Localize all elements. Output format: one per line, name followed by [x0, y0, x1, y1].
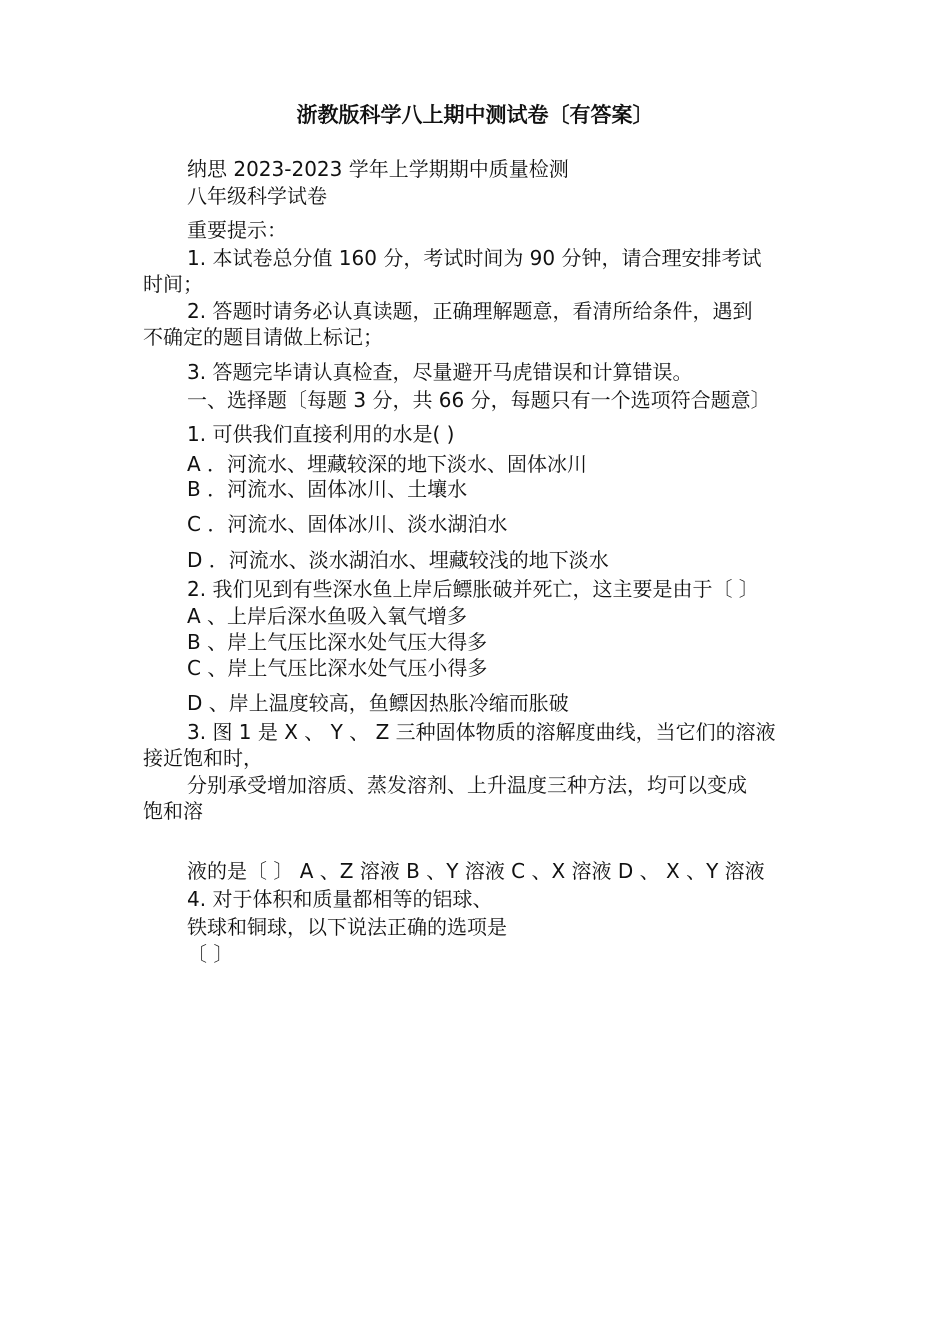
- notice-1-line-2: 时间；: [143, 272, 203, 296]
- document-title: 浙教版科学八上期中测试卷〔有答案〕: [296, 103, 654, 127]
- question-4-answer-brackets: 〔 〕: [187, 942, 234, 966]
- question-1-option-c: C ．河流水、固体冰川、淡水湖泊水: [187, 512, 508, 536]
- notice-heading: 重要提示：: [187, 218, 287, 242]
- question-3-stem-line-1: 3. 图 1 是 X 、 Y 、 Z 三种固体物质的溶解度曲线，当它们的溶液: [187, 720, 776, 744]
- question-3-stem-line-3: 分别承受增加溶质、蒸发溶剂、上升温度三种方法，均可以变成: [187, 773, 747, 797]
- question-1-stem: 1. 可供我们直接利用的水是( ): [187, 422, 455, 446]
- question-3-stem-line-2: 接近饱和时，: [143, 746, 263, 770]
- question-1-option-b: B ．河流水、固体冰川、土壤水: [187, 477, 468, 501]
- question-2-option-a: A 、上岸后深水鱼吸入氧气增多: [187, 604, 468, 628]
- notice-1-line-1: 1. 本试卷总分值 160 分，考试时间为 90 分钟，请合理安排考试: [187, 246, 762, 270]
- question-1-option-a: A ．河流水、埋藏较深的地下淡水、固体冰川: [187, 452, 588, 476]
- question-2-stem: 2. 我们见到有些深水鱼上岸后鳔胀破并死亡，这主要是由于〔 〕: [187, 577, 759, 601]
- notice-2-line-2: 不确定的题目请做上标记；: [143, 325, 383, 349]
- question-4-stem-line-2: 铁球和铜球，以下说法正确的选项是: [187, 915, 507, 939]
- question-3-stem-line-5: 液的是〔 〕 A 、Z 溶液 B 、Y 溶液 C 、X 溶液 D 、 X 、Y 溶液: [187, 859, 765, 883]
- notice-3: 3. 答题完毕请认真检查，尽量避开马虎错误和计算错误。: [187, 360, 693, 384]
- question-2-option-c: C 、岸上气压比深水处气压小得多: [187, 656, 488, 680]
- section-heading: 一、选择题〔每题 3 分，共 66 分，每题只有一个选项符合题意〕: [187, 388, 771, 412]
- question-4-stem-line-1: 4. 对于体积和质量都相等的铝球、: [187, 887, 493, 911]
- question-2-option-b: B 、岸上气压比深水处气压大得多: [187, 630, 488, 654]
- header-line-1: 纳思 2023-2023 学年上学期期中质量检测: [187, 157, 569, 181]
- question-1-option-d: D ．河流水、淡水湖泊水、埋藏较浅的地下淡水: [187, 548, 609, 572]
- notice-2-line-1: 2. 答题时请务必认真读题，正确理解题意，看清所给条件，遇到: [187, 299, 753, 323]
- header-line-2: 八年级科学试卷: [187, 184, 327, 208]
- question-2-option-d: D 、岸上温度较高，鱼鳔因热胀冷缩而胀破: [187, 691, 569, 715]
- question-3-stem-line-4: 饱和溶: [143, 799, 203, 823]
